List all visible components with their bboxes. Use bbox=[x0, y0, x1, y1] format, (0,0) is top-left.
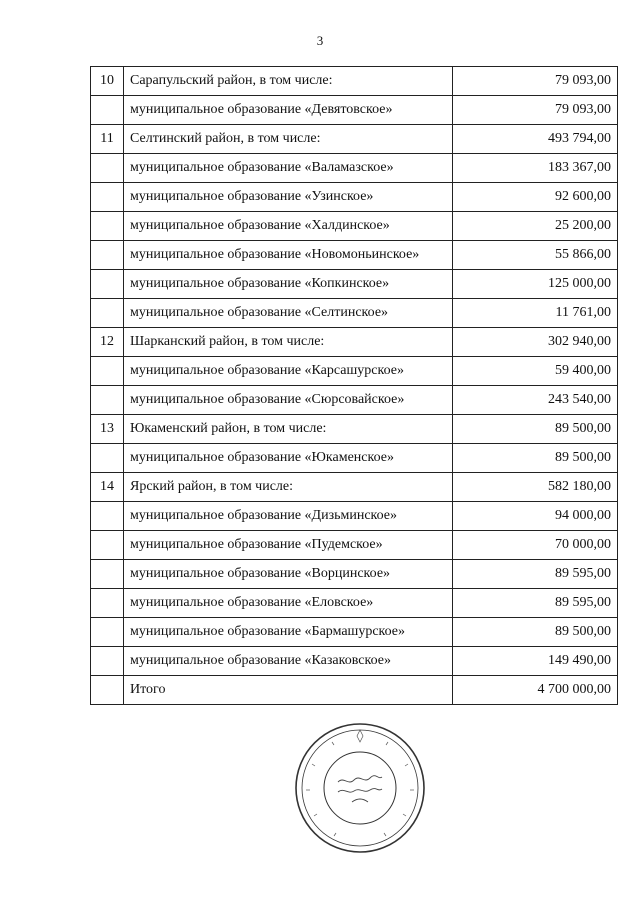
row-number bbox=[91, 386, 124, 415]
row-amount: 582 180,00 bbox=[453, 473, 618, 502]
row-number bbox=[91, 502, 124, 531]
row-name: Селтинский район, в том числе: bbox=[124, 125, 453, 154]
row-amount: 11 761,00 bbox=[453, 299, 618, 328]
row-name: Сарапульский район, в том числе: bbox=[124, 67, 453, 96]
allocation-table bbox=[90, 66, 618, 705]
row-name: Юкаменский район, в том числе: bbox=[124, 415, 453, 444]
row-name: муниципальное образование «Халдинское» bbox=[124, 212, 453, 241]
row-number bbox=[91, 589, 124, 618]
row-number bbox=[91, 647, 124, 676]
row-name: муниципальное образование «Девятовское» bbox=[124, 96, 453, 125]
row-amount: 302 940,00 bbox=[453, 328, 618, 357]
row-number bbox=[91, 676, 124, 705]
table-body bbox=[91, 67, 618, 705]
row-amount: 243 540,00 bbox=[453, 386, 618, 415]
row-number bbox=[91, 560, 124, 589]
row-number bbox=[91, 241, 124, 270]
table-row bbox=[91, 125, 618, 154]
row-name: муниципальное образование «Валамазское» bbox=[124, 154, 453, 183]
row-number: 11 bbox=[91, 125, 124, 154]
row-amount: 493 794,00 bbox=[453, 125, 618, 154]
table-row bbox=[91, 241, 618, 270]
row-amount: 183 367,00 bbox=[453, 154, 618, 183]
row-number bbox=[91, 270, 124, 299]
table-row bbox=[91, 299, 618, 328]
row-amount: 79 093,00 bbox=[453, 67, 618, 96]
row-name: Итого bbox=[124, 676, 453, 705]
row-amount: 92 600,00 bbox=[453, 183, 618, 212]
table-row bbox=[91, 415, 618, 444]
row-amount: 70 000,00 bbox=[453, 531, 618, 560]
row-number: 10 bbox=[91, 67, 124, 96]
row-name: Ярский район, в том числе: bbox=[124, 473, 453, 502]
table-row bbox=[91, 444, 618, 473]
table-row bbox=[91, 67, 618, 96]
table-row bbox=[91, 589, 618, 618]
table-row bbox=[91, 154, 618, 183]
row-amount: 79 093,00 bbox=[453, 96, 618, 125]
row-name: муниципальное образование «Казаковское» bbox=[124, 647, 453, 676]
row-name: муниципальное образование «Новомоньинское» bbox=[124, 241, 453, 270]
row-name: муниципальное образование «Юкаменское» bbox=[124, 444, 453, 473]
row-name: муниципальное образование «Бармашурское» bbox=[124, 618, 453, 647]
row-number bbox=[91, 96, 124, 125]
row-name: муниципальное образование «Сюрсовайское» bbox=[124, 386, 453, 415]
row-amount: 59 400,00 bbox=[453, 357, 618, 386]
row-amount: 94 000,00 bbox=[453, 502, 618, 531]
row-amount: 89 595,00 bbox=[453, 589, 618, 618]
row-amount: 55 866,00 bbox=[453, 241, 618, 270]
row-amount: 89 500,00 bbox=[453, 415, 618, 444]
row-number: 12 bbox=[91, 328, 124, 357]
row-number: 13 bbox=[91, 415, 124, 444]
table-row bbox=[91, 96, 618, 125]
row-number bbox=[91, 357, 124, 386]
row-amount: 125 000,00 bbox=[453, 270, 618, 299]
row-name: муниципальное образование «Карсашурское» bbox=[124, 357, 453, 386]
table-row bbox=[91, 676, 618, 705]
row-number bbox=[91, 618, 124, 647]
row-amount: 89 500,00 bbox=[453, 444, 618, 473]
row-name: муниципальное образование «Селтинское» bbox=[124, 299, 453, 328]
table-row bbox=[91, 183, 618, 212]
table-row bbox=[91, 212, 618, 241]
table-row bbox=[91, 647, 618, 676]
row-amount: 25 200,00 bbox=[453, 212, 618, 241]
table-row bbox=[91, 618, 618, 647]
row-number bbox=[91, 212, 124, 241]
table-row bbox=[91, 473, 618, 502]
row-name: муниципальное образование «Ворцинское» bbox=[124, 560, 453, 589]
table-row bbox=[91, 560, 618, 589]
page-number: 3 bbox=[316, 33, 324, 48]
table-row bbox=[91, 357, 618, 386]
row-number bbox=[91, 299, 124, 328]
row-name: Шарканский район, в том числе: bbox=[124, 328, 453, 357]
row-amount: 4 700 000,00 bbox=[453, 676, 618, 705]
row-name: муниципальное образование «Пудемское» bbox=[124, 531, 453, 560]
table-row bbox=[91, 502, 618, 531]
row-name: муниципальное образование «Копкинское» bbox=[124, 270, 453, 299]
row-number bbox=[91, 154, 124, 183]
row-name: муниципальное образование «Дизьминское» bbox=[124, 502, 453, 531]
row-number bbox=[91, 444, 124, 473]
row-amount: 89 595,00 bbox=[453, 560, 618, 589]
row-amount: 89 500,00 bbox=[453, 618, 618, 647]
table-row bbox=[91, 270, 618, 299]
row-amount: 149 490,00 bbox=[453, 647, 618, 676]
row-number bbox=[91, 183, 124, 212]
row-number: 14 bbox=[91, 473, 124, 502]
table-row bbox=[91, 328, 618, 357]
table-row bbox=[91, 531, 618, 560]
row-number bbox=[91, 531, 124, 560]
table-row bbox=[91, 386, 618, 415]
official-stamp bbox=[292, 720, 428, 856]
row-name: муниципальное образование «Узинское» bbox=[124, 183, 453, 212]
row-name: муниципальное образование «Еловское» bbox=[124, 589, 453, 618]
